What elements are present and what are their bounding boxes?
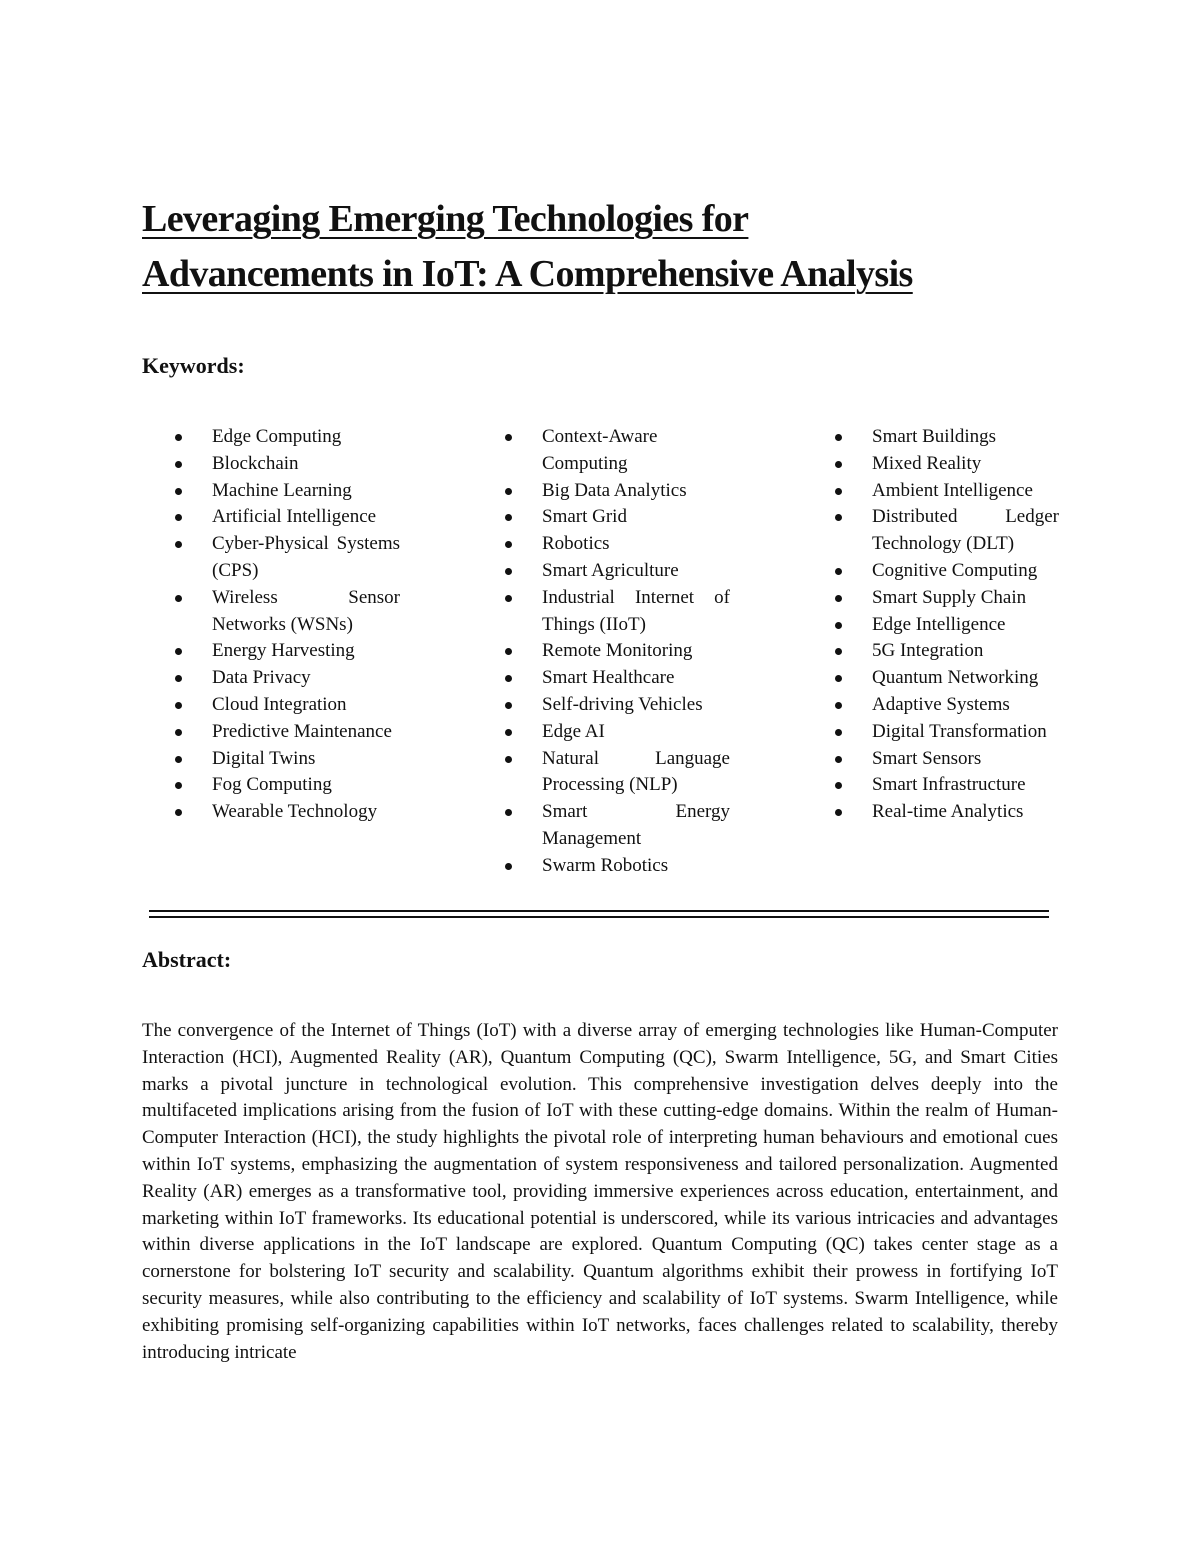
keyword-item: Edge Intelligence: [835, 612, 1059, 639]
document-title: [142, 192, 1102, 302]
keyword-item: Smart Buildings: [835, 424, 1059, 451]
keyword-item: Smart Energy Management: [505, 799, 730, 853]
keyword-item: Quantum Networking: [835, 665, 1059, 692]
keyword-item: Wireless Sensor Networks (WSNs): [175, 585, 400, 639]
keyword-item: Distributed Ledger Technology (DLT): [835, 504, 1059, 558]
keyword-item: Self-driving Vehicles: [505, 692, 730, 719]
keywords-heading: Keywords:: [142, 353, 245, 378]
keyword-item: Smart Healthcare: [505, 665, 730, 692]
keyword-item: Ambient Intelligence: [835, 478, 1059, 505]
keyword-item: Artificial Intelligence: [175, 504, 400, 531]
title-line-1: Leveraging Emerging Technologies for: [142, 198, 749, 240]
keyword-item: Fog Computing: [175, 772, 400, 799]
keyword-item: Natural Language Processing (NLP): [505, 746, 730, 800]
title-line-2: Advancements in IoT: A Comprehensive Analysis: [142, 253, 913, 295]
section-divider: [149, 910, 1049, 912]
keyword-item: Digital Twins: [175, 746, 400, 773]
keyword-item: 5G Integration: [835, 638, 1059, 665]
keyword-item: Digital Transformation: [835, 719, 1059, 746]
keyword-item: Edge AI: [505, 719, 730, 746]
keyword-item: Remote Monitoring: [505, 638, 730, 665]
keywords-column-1: [175, 424, 400, 826]
keywords-column-3: [835, 424, 1059, 826]
keyword-item: Mixed Reality: [835, 451, 1059, 478]
keyword-item: Data Privacy: [175, 665, 400, 692]
keyword-item: Smart Infrastructure: [835, 772, 1059, 799]
keyword-item: Smart Agriculture: [505, 558, 730, 585]
keyword-item: Cyber-Physical Systems (CPS): [175, 531, 400, 585]
keyword-item: Predictive Maintenance: [175, 719, 400, 746]
keyword-item: Edge Computing: [175, 424, 400, 451]
keyword-item: Smart Supply Chain: [835, 585, 1059, 612]
section-divider: [149, 916, 1049, 918]
keyword-item: Robotics: [505, 531, 730, 558]
keyword-item: Real-time Analytics: [835, 799, 1059, 826]
keywords-column-2: [505, 424, 730, 880]
keyword-item: Cognitive Computing: [835, 558, 1059, 585]
keyword-item: Swarm Robotics: [505, 853, 730, 880]
keyword-item: Context-Aware Computing: [505, 424, 730, 478]
keyword-item: Energy Harvesting: [175, 638, 400, 665]
keyword-item: Wearable Technology: [175, 799, 400, 826]
keyword-item: Blockchain: [175, 451, 400, 478]
keyword-item: Smart Sensors: [835, 746, 1059, 773]
keyword-item: Industrial Internet of Things (IIoT): [505, 585, 730, 639]
keyword-item: Smart Grid: [505, 504, 730, 531]
keyword-item: Machine Learning: [175, 478, 400, 505]
keyword-item: Adaptive Systems: [835, 692, 1059, 719]
keyword-item: Big Data Analytics: [505, 478, 730, 505]
keyword-item: Cloud Integration: [175, 692, 400, 719]
abstract-heading: Abstract:: [142, 947, 232, 972]
abstract-paragraph: The convergence of the Internet of Things (IoT) with a diverse array of emerging technologies like Human-Computer Interaction (HCI), Augmented Reality (AR), Quantum Computing (QC), Swarm Intelligence, 5G, and Smart Cities marks a pivotal juncture in technological evolution. This comprehensive investigation delves deeply into the multifaceted implications arising from the fusion of IoT with these cutting-edge domains. Within the realm of Human-Computer Interaction (HCI), the study highlights the pivotal role of interpreting human behaviours and emotional cues within IoT systems, emphasizing the augmentation of system responsiveness and tailored personalization. Augmented Reality (AR) emerges as a transformative tool, providing immersive experiences across education, entertainment, and marketing within IoT frameworks. Its educational potential is underscored, while its various intricacies and advantages within diverse applications in the IoT landscape are explored. Quantum Computing (QC) takes center stage as a cornerstone for bolstering IoT security and scalability. Quantum algorithms exhibit their prowess in fortifying IoT security measures, while also contributing to the efficiency and scalability of IoT systems. Swarm Intelligence, while exhibiting promising self-organizing capabilities within IoT networks, faces challenges related to scalability, thereby introducing intricate: [142, 1020, 1058, 1363]
